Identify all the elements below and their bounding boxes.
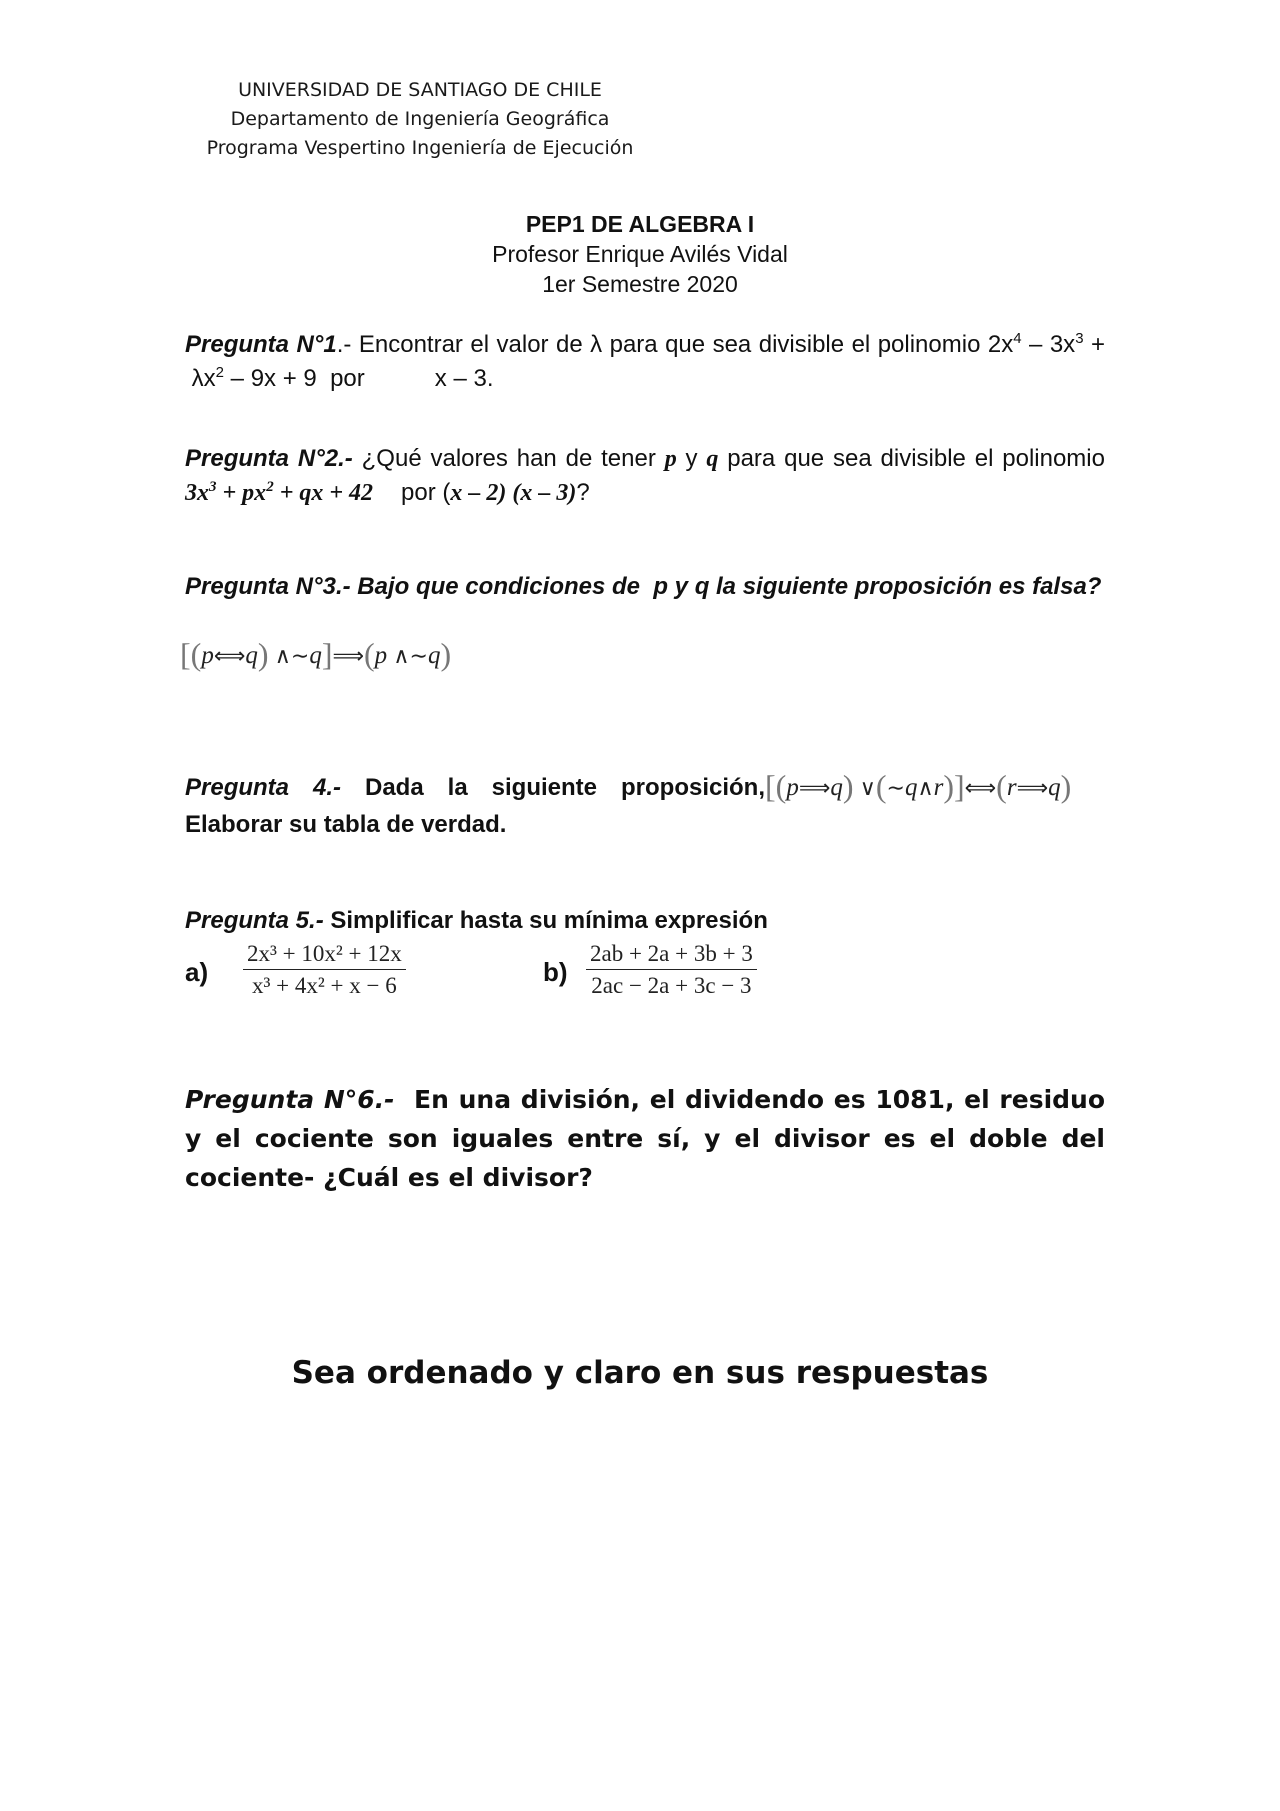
- polynomial-part-b: + px: [216, 480, 267, 506]
- question-2-end: ?: [576, 479, 590, 506]
- fraction-a-numerator: 2x³ + 10x² + 12x: [247, 941, 402, 966]
- question-2-y: y: [676, 445, 707, 472]
- polynomial-part-c: + qx + 42: [273, 480, 374, 506]
- formula-var: p: [201, 642, 214, 669]
- formula-op: ∧: [917, 776, 934, 801]
- question-5: [185, 904, 1105, 938]
- question-1-text-c: + λx: [185, 331, 1106, 392]
- formula-paren: ): [943, 768, 954, 804]
- formula-op: ⟹: [332, 644, 365, 669]
- exam-title: PEP1 DE ALGEBRA I: [525, 211, 755, 237]
- formula-var: q: [245, 642, 258, 669]
- question-3-formula: [180, 636, 451, 673]
- question-6-text: En una división, el dividendo es 1081, el residuo y el cociente son iguales entre sí, y el divisor es el doble del cociente- ¿Cuál es el divisor?: [185, 1085, 1106, 1192]
- formula-bracket: ]: [953, 768, 965, 804]
- question-5-a-label: a): [185, 957, 209, 987]
- fraction-b-denominator: 2ac − 2a + 3c − 3: [586, 969, 757, 999]
- formula-bracket: ]: [321, 636, 333, 672]
- exam-semester: 1er Semestre 2020: [542, 271, 738, 297]
- polynomial-part-a: 3x: [185, 480, 209, 506]
- exam-title-block: [0, 209, 1280, 299]
- variable-p: p: [664, 446, 677, 472]
- question-5-text: Simplificar hasta su mínima expresión: [323, 907, 768, 934]
- question-4: [185, 771, 765, 805]
- question-2-label: Pregunta N°2.-: [185, 445, 353, 472]
- exponent: 2: [266, 479, 274, 495]
- question-1-suffix: .-: [336, 331, 352, 358]
- exponent: 2: [215, 364, 225, 381]
- fraction-b: [586, 941, 757, 999]
- formula-var: r: [1006, 774, 1017, 801]
- formula-paren: ): [1060, 768, 1072, 804]
- formula-var: p: [786, 774, 799, 801]
- question-3-label: Pregunta N°3.-: [185, 573, 351, 600]
- formula-op: ∨: [859, 776, 876, 801]
- question-6-label: Pregunta N°6.-: [185, 1085, 395, 1114]
- program-name: Programa Vespertino Ingeniería de Ejecución: [206, 137, 634, 159]
- formula-var: q: [1048, 774, 1061, 801]
- formula-op: ⟺: [213, 644, 246, 669]
- formula-op: ⟹: [1016, 776, 1049, 801]
- question-4-line-2: Elaborar su tabla de verdad.: [185, 811, 507, 838]
- formula-op: ∧: [393, 644, 410, 669]
- fraction-a: [243, 941, 406, 999]
- question-1-text-d: – 9x + 9 por: [224, 365, 365, 392]
- question-5-label: Pregunta 5.-: [185, 907, 324, 934]
- formula-paren: ): [440, 636, 452, 672]
- question-2-por: por (: [401, 479, 451, 506]
- formula-var: q: [309, 642, 322, 669]
- question-1-label: Pregunta N°1: [185, 331, 337, 358]
- formula-var: r: [933, 774, 944, 801]
- question-2-divisor: x – 2) (x – 3): [450, 480, 577, 506]
- question-4-formula: [765, 768, 1071, 805]
- question-2-text-a: ¿Qué valores han de tener: [352, 445, 665, 472]
- formula-bracket: [: [765, 768, 776, 804]
- formula-op: ∼: [886, 776, 905, 801]
- formula-paren: ): [257, 636, 269, 672]
- formula-op: ∧: [274, 644, 291, 669]
- question-6: [185, 1080, 1105, 1197]
- formula-bracket: [: [180, 636, 191, 672]
- question-4-text: Dada la siguiente proposición,: [341, 774, 765, 801]
- fraction-a-denominator: x³ + 4x² + x − 6: [243, 969, 406, 999]
- question-2-text-b: para que sea divisible el polinomio: [718, 445, 1105, 472]
- formula-op: ∼: [290, 644, 310, 669]
- question-2: [185, 442, 1105, 510]
- university-name: UNIVERSIDAD DE SANTIAGO DE CHILE: [238, 79, 602, 101]
- fraction-b-numerator: 2ab + 2a + 3b + 3: [590, 941, 753, 966]
- formula-op: ∼: [409, 644, 428, 669]
- formula-var: q: [904, 774, 918, 801]
- institution-header: [160, 76, 680, 163]
- formula-paren: ): [842, 768, 854, 804]
- formula-var: q: [427, 642, 441, 669]
- formula-var: q: [830, 774, 843, 801]
- question-4-label: Pregunta 4.-: [185, 774, 342, 801]
- department-name: Departamento de Ingeniería Geográfica: [230, 108, 610, 130]
- exam-professor: Profesor Enrique Avilés Vidal: [492, 241, 788, 267]
- question-1: [185, 328, 1105, 396]
- formula-var: p: [374, 642, 388, 669]
- question-1-text-b: – 3x: [1021, 331, 1076, 358]
- question-3: [185, 570, 1105, 604]
- formula-op: ⟹: [798, 776, 831, 801]
- formula-paren: (: [875, 768, 887, 804]
- closing-note: Sea ordenado y claro en sus respuestas: [291, 1355, 989, 1391]
- exponent: 3: [1075, 330, 1084, 347]
- variable-q: q: [706, 446, 719, 472]
- formula-paren: (: [996, 768, 1007, 804]
- question-1-text-a: Encontrar el valor de λ para que sea divisible el polinomio 2x: [351, 331, 1014, 358]
- exponent: 3: [209, 479, 217, 495]
- question-1-divisor: x – 3.: [434, 365, 494, 392]
- formula-paren: (: [775, 768, 787, 804]
- formula-paren: (: [364, 636, 375, 672]
- question-3-text: Bajo que condiciones de p y q la siguiente proposición es falsa?: [350, 573, 1102, 600]
- formula-paren: (: [190, 636, 202, 672]
- formula-op: ⟺: [964, 776, 997, 801]
- question-5-b-label: b): [543, 957, 568, 987]
- exponent: 4: [1013, 330, 1022, 347]
